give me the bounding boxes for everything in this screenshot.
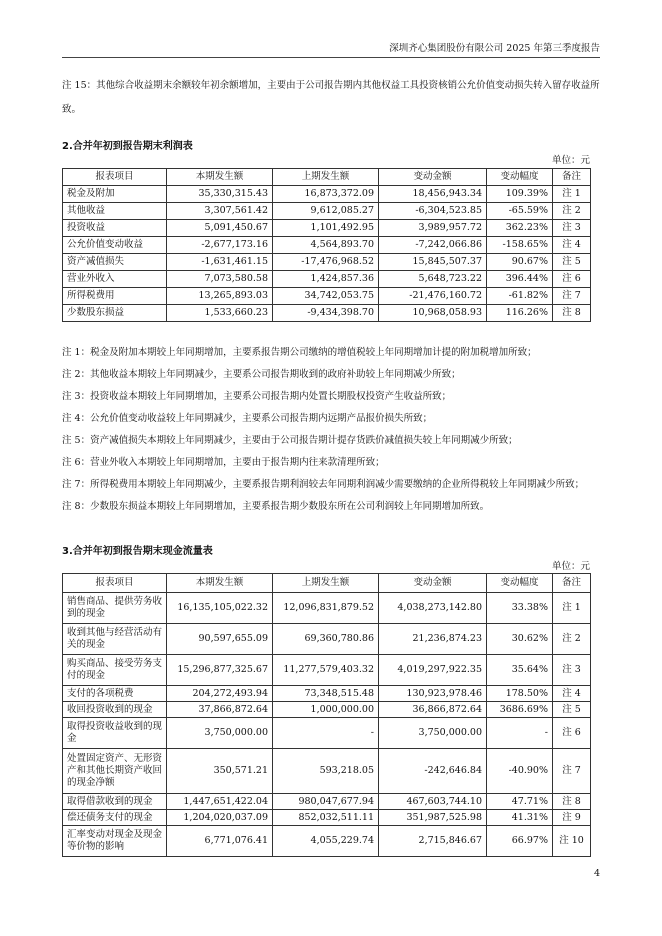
row-label: 取得借款收到的现金 <box>63 794 167 810</box>
column-header: 变动金额 <box>379 574 487 593</box>
table-row <box>63 237 591 254</box>
note-item: 注 8：少数股东损益本期较上年同期增加，主要系报告期少数股东所在公司利润较上年同期增加所致。 <box>62 501 490 512</box>
column-header: 本期发生额 <box>167 574 273 593</box>
table-cell: 34,742,053.75 <box>273 288 379 305</box>
table-cell: 10,968,058.93 <box>379 305 487 322</box>
table-cell: 12,096,831,879.52 <box>273 593 379 624</box>
table-cell: 注 6 <box>553 271 591 288</box>
row-label: 处置固定资产、无形资产和其他长期资产收回的现金净额 <box>63 749 167 794</box>
table-row <box>63 254 591 271</box>
header-divider <box>62 57 600 58</box>
table-cell: 2,715,846.67 <box>379 826 487 857</box>
table-cell: 1,447,651,422.04 <box>167 794 273 810</box>
table-cell: 109.39% <box>487 186 553 203</box>
row-label: 销售商品、提供劳务收到的现金 <box>63 593 167 624</box>
table-cell: 33.38% <box>487 593 553 624</box>
table-header-row <box>63 169 591 186</box>
table-cell: 注 7 <box>553 288 591 305</box>
table-cell: 4,019,297,922.35 <box>379 655 487 686</box>
table-cell: 11,277,579,403.32 <box>273 655 379 686</box>
column-header: 变动金额 <box>379 169 487 186</box>
row-label: 取得投资收益收到的现金 <box>63 718 167 749</box>
table-cell: 362.23% <box>487 220 553 237</box>
table-cell: -61.82% <box>487 288 553 305</box>
table-row <box>63 288 591 305</box>
table-cell: -17,476,968.52 <box>273 254 379 271</box>
table-cell: 351,987,525.98 <box>379 810 487 826</box>
page-header: 深圳齐心集团股份有限公司 2025 年第三季度报告 <box>389 43 600 54</box>
table-row <box>63 810 591 826</box>
table-cell: 21,236,874.23 <box>379 624 487 655</box>
table-cell: 注 10 <box>553 826 591 857</box>
table-cell: 4,055,229.74 <box>273 826 379 857</box>
table-cell: 注 4 <box>553 686 591 702</box>
row-label: 偿还债务支付的现金 <box>63 810 167 826</box>
table-cell: 注 1 <box>553 593 591 624</box>
note-item: 注 2：其他收益本期较上年同期减少，主要系公司报告期收到的政府补助较上年同期减少所致； <box>62 369 461 380</box>
table-cell: 36,866,872.64 <box>379 702 487 718</box>
table-cell: 1,101,492.95 <box>273 220 379 237</box>
row-label: 资产减值损失 <box>63 254 167 271</box>
table-cell: -7,242,066.86 <box>379 237 487 254</box>
table-row <box>63 186 591 203</box>
column-header: 报表项目 <box>63 574 167 593</box>
table-cell: 30.62% <box>487 624 553 655</box>
table-row <box>63 203 591 220</box>
table-cell: 7,073,580.58 <box>167 271 273 288</box>
table-cell: 5,648,723.22 <box>379 271 487 288</box>
table-cell: -1,631,461.15 <box>167 254 273 271</box>
table-cell: 15,296,877,325.67 <box>167 655 273 686</box>
row-label: 少数股东损益 <box>63 305 167 322</box>
table-cell: 16,873,372.09 <box>273 186 379 203</box>
column-header: 备注 <box>553 169 591 186</box>
row-label: 税金及附加 <box>63 186 167 203</box>
table-cell: -2,677,173.16 <box>167 237 273 254</box>
cashflow-unit-label: 单位：元 <box>551 561 590 572</box>
table-cell: 1,533,660.23 <box>167 305 273 322</box>
column-header: 报表项目 <box>63 169 167 186</box>
table-cell: 注 3 <box>553 220 591 237</box>
table-row <box>63 305 591 322</box>
row-label: 其他收益 <box>63 203 167 220</box>
table-cell: 980,047,677.94 <box>273 794 379 810</box>
note-item: 注 6：营业外收入本期较上年同期增加，主要由于报告期内往来款清理所致； <box>62 457 385 468</box>
table-cell: 396.44% <box>487 271 553 288</box>
table-cell: - <box>487 718 553 749</box>
table-cell: -65.59% <box>487 203 553 220</box>
table-cell: 467,603,744.10 <box>379 794 487 810</box>
table-cell: 35,330,315.43 <box>167 186 273 203</box>
cashflow-statement-title: 3.合并年初到报告期末现金流量表 <box>62 546 213 557</box>
table-cell: 4,038,273,142.80 <box>379 593 487 624</box>
table-cell: -6,304,523.85 <box>379 203 487 220</box>
row-label: 营业外收入 <box>63 271 167 288</box>
row-label: 收回投资收到的现金 <box>63 702 167 718</box>
column-header: 变动幅度 <box>487 574 553 593</box>
table-cell: 注 5 <box>553 702 591 718</box>
income-statement-table <box>62 168 591 322</box>
note-item: 注 5：资产减值损失本期较上年同期减少，主要由于公司报告期计提存货跌价减值损失较上年同期减少所致； <box>62 435 518 446</box>
table-cell: 注 8 <box>553 305 591 322</box>
table-cell: 4,564,893.70 <box>273 237 379 254</box>
table-cell: 3,750,000.00 <box>379 718 487 749</box>
note-item: 注 7：所得税费用本期较上年同期减少，主要系报告期利润较去年同期利润减少需要缴纳的企业所得税较上年同期减少所致； <box>62 479 585 490</box>
table-row <box>63 749 591 794</box>
table-cell: - <box>273 718 379 749</box>
column-header: 上期发生额 <box>273 169 379 186</box>
table-cell: 66.97% <box>487 826 553 857</box>
table-cell: 9,612,085.27 <box>273 203 379 220</box>
table-cell: 1,000,000.00 <box>273 702 379 718</box>
table-row <box>63 271 591 288</box>
table-cell: 35.64% <box>487 655 553 686</box>
table-cell: -9,434,398.70 <box>273 305 379 322</box>
table-row <box>63 593 591 624</box>
table-cell: -21,476,160.72 <box>379 288 487 305</box>
table-cell: 15,845,507.37 <box>379 254 487 271</box>
table-cell: 注 8 <box>553 794 591 810</box>
table-cell: 204,272,493.94 <box>167 686 273 702</box>
table-cell: 593,218.05 <box>273 749 379 794</box>
table-cell: 6,771,076.41 <box>167 826 273 857</box>
table-row <box>63 220 591 237</box>
cashflow-statement-table <box>62 573 591 857</box>
table-row <box>63 794 591 810</box>
note-item: 注 3：投资收益本期较上年同期增加，主要系公司报告期内处置长期股权投资产生收益所致； <box>62 391 452 402</box>
table-cell: 1,424,857.36 <box>273 271 379 288</box>
table-cell: 注 2 <box>553 203 591 220</box>
table-cell: 3,989,957.72 <box>379 220 487 237</box>
income-unit-label: 单位：元 <box>551 155 590 166</box>
table-cell: 90.67% <box>487 254 553 271</box>
row-label: 公允价值变动收益 <box>63 237 167 254</box>
table-cell: 852,032,511.11 <box>273 810 379 826</box>
column-header: 备注 <box>553 574 591 593</box>
table-row <box>63 826 591 857</box>
table-cell: 69,360,780.86 <box>273 624 379 655</box>
table-cell: 90,597,655.09 <box>167 624 273 655</box>
table-cell: 注 1 <box>553 186 591 203</box>
table-cell: 5,091,450.67 <box>167 220 273 237</box>
column-header: 上期发生额 <box>273 574 379 593</box>
row-label: 支付的各项税费 <box>63 686 167 702</box>
row-label: 汇率变动对现金及现金等价物的影响 <box>63 826 167 857</box>
table-cell: -158.65% <box>487 237 553 254</box>
table-row <box>63 718 591 749</box>
table-cell: 注 5 <box>553 254 591 271</box>
table-cell: -40.90% <box>487 749 553 794</box>
table-cell: 16,135,105,022.32 <box>167 593 273 624</box>
table-cell: 注 6 <box>553 718 591 749</box>
table-cell: 13,265,893.03 <box>167 288 273 305</box>
table-cell: 3686.69% <box>487 702 553 718</box>
column-header: 变动幅度 <box>487 169 553 186</box>
table-cell: 注 7 <box>553 749 591 794</box>
table-cell: 注 3 <box>553 655 591 686</box>
income-notes <box>62 342 600 518</box>
row-label: 投资收益 <box>63 220 167 237</box>
table-cell: 18,456,943.34 <box>379 186 487 203</box>
table-header-row <box>63 574 591 593</box>
table-cell: 3,307,561.42 <box>167 203 273 220</box>
note-item: 注 1：税金及附加本期较上年同期增加，主要系报告期公司缴纳的增值税较上年同期增加计提的附加税增加所致； <box>62 347 537 358</box>
column-header: 本期发生额 <box>167 169 273 186</box>
row-label: 所得税费用 <box>63 288 167 305</box>
table-row <box>63 702 591 718</box>
table-cell: 1,204,020,037.09 <box>167 810 273 826</box>
income-statement-title: 2.合并年初到报告期末利润表 <box>62 141 193 152</box>
table-cell: 47.71% <box>487 794 553 810</box>
table-cell: 41.31% <box>487 810 553 826</box>
table-cell: 37,866,872.64 <box>167 702 273 718</box>
table-cell: 350,571.21 <box>167 749 273 794</box>
note-15: 注 15：其他综合收益期末余额较年初余额增加，主要由于公司报告期内其他权益工具投资核销公允价值变动损失转入留存收益所致。 <box>62 80 600 115</box>
table-cell: -242,646.84 <box>379 749 487 794</box>
table-cell: 178.50% <box>487 686 553 702</box>
table-cell: 3,750,000.00 <box>167 718 273 749</box>
table-cell: 注 4 <box>553 237 591 254</box>
table-row <box>63 655 591 686</box>
table-cell: 注 2 <box>553 624 591 655</box>
row-label: 购买商品、接受劳务支付的现金 <box>63 655 167 686</box>
note-item: 注 4：公允价值变动收益较上年同期减少，主要系公司报告期内远期产品报价损失所致； <box>62 413 433 424</box>
row-label: 收到其他与经营活动有关的现金 <box>63 624 167 655</box>
page-number: 4 <box>593 868 600 879</box>
table-cell: 116.26% <box>487 305 553 322</box>
table-cell: 130,923,978.46 <box>379 686 487 702</box>
table-row <box>63 624 591 655</box>
table-row <box>63 686 591 702</box>
table-cell: 73,348,515.48 <box>273 686 379 702</box>
table-cell: 注 9 <box>553 810 591 826</box>
